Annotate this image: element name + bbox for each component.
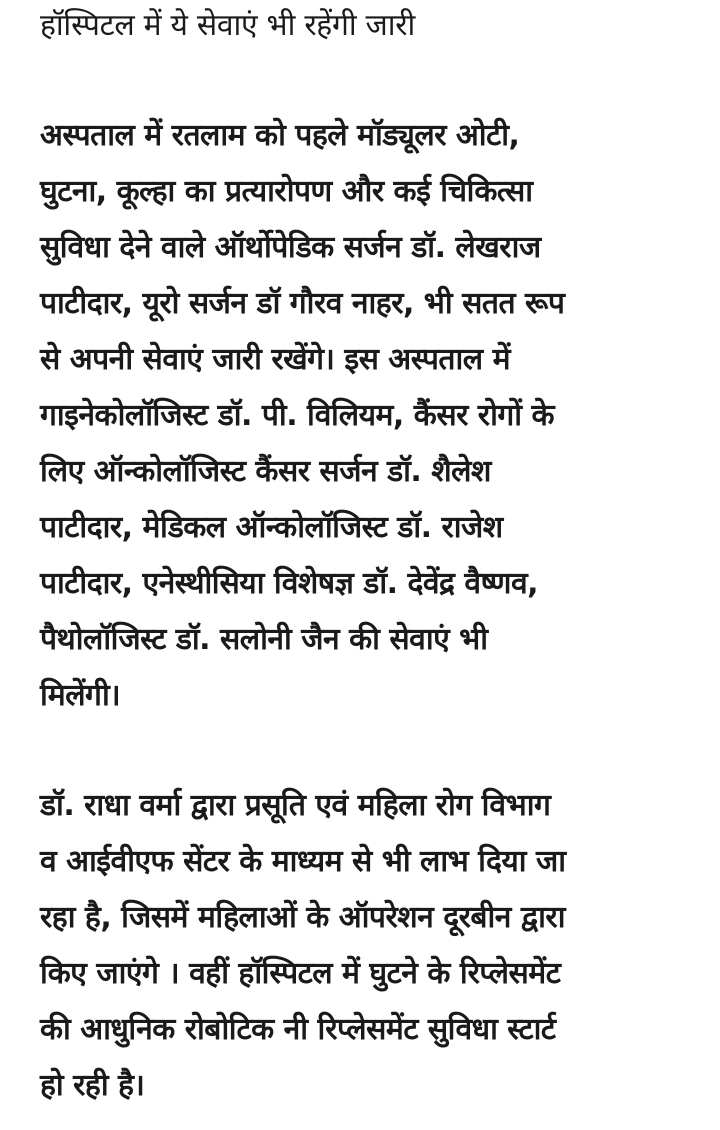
paragraph-1-line: पाटीदार, यूरो सर्जन डॉ गौरव नाहर, भी सतत रूप [40, 286, 565, 321]
paragraph-1-line: लिए ऑन्कोलॉजिस्ट कैंसर सर्जन डॉ. शैलेश [40, 454, 491, 489]
paragraph-1-line: से अपनी सेवाएं जारी रखेंगे। इस अस्पताल में [40, 342, 511, 377]
paragraph-2-line: किए जाएंगे । वहीं हॉस्पिटल में घुटने के रिप्लेसमेंट [40, 956, 561, 991]
paragraph-2-line: की आधुनिक रोबोटिक नी रिप्लेसमेंट सुविधा स्टार्ट [40, 1012, 556, 1047]
paragraph-2-line: हो रही है। [40, 1068, 145, 1103]
paragraph-1-line: मिलेंगी। [40, 678, 121, 713]
paragraph-2-line: डॉ. राधा वर्मा द्वारा प्रसूति एवं महिला रोग विभाग [40, 788, 551, 823]
paragraph-2-line: व आईवीएफ सेंटर के माध्यम से भी लाभ दिया जा [40, 844, 566, 879]
paragraph-1-line: पाटीदार, मेडिकल ऑन्कोलॉजिस्ट डॉ. राजेश [40, 510, 503, 545]
paragraph-1-line: घुटना, कूल्हा का प्रत्यारोपण और कई चिकित्सा [40, 174, 533, 209]
paragraph-1-line: पाटीदार, एनेस्थीसिया विशेषज्ञ डॉ. देवेंद्र वैष्णव, [40, 566, 539, 601]
section-heading: हॉस्पिटल में ये सेवाएं भी रहेंगी जारी [40, 8, 416, 43]
paragraph-1-line: पैथोलॉजिस्ट डॉ. सलोनी जैन की सेवाएं भी [40, 622, 488, 657]
paragraph-1-line: सुविधा देने वाले ऑर्थोपेडिक सर्जन डॉ. लेखराज [40, 230, 541, 265]
paragraph-1-line: गाइनेकोलॉजिस्ट डॉ. पी. विलियम, कैंसर रोगों के [40, 398, 554, 433]
paragraph-2-line: रहा है, जिसमें महिलाओं के ऑपरेशन दूरबीन द्वारा [40, 900, 565, 935]
paragraph-1-line: अस्पताल में रतलाम को पहले मॉड्यूलर ओटी, [40, 118, 520, 153]
